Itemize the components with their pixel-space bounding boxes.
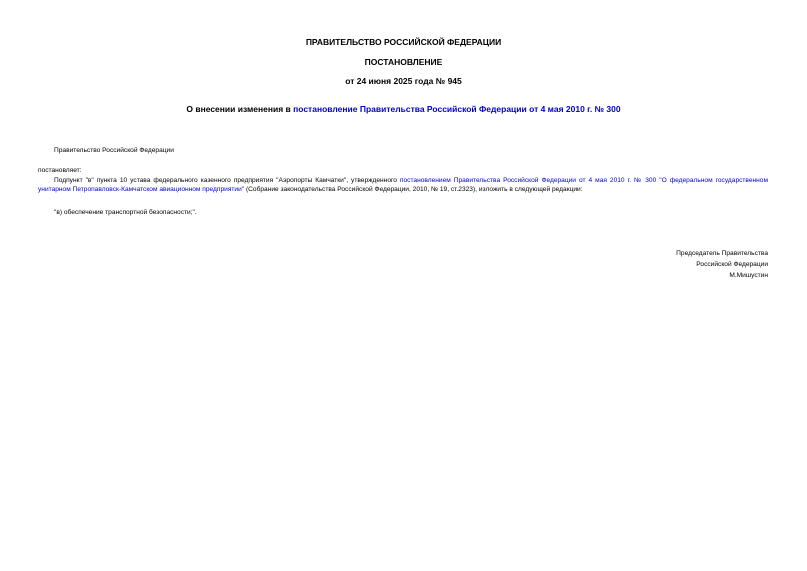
document-type-heading: ПОСТАНОВЛЕНИЕ <box>364 57 443 67</box>
title-prefix: О внесении изменения в <box>186 104 294 114</box>
paragraph-link[interactable]: постановлением Правительства Российской Федерации от 4 мая 2010 г. № 300 "О федеральном государственном унитарном Петропавловск-Камчатском авиационном предприятии" <box>38 177 769 193</box>
amendment-quote: "в) обеспечение транспортной безопасности;". <box>54 209 197 216</box>
decrees-line: постановляет: <box>38 167 82 174</box>
signature-title-line-1: Председатель Правительства <box>676 250 768 257</box>
date-number-heading: от 24 июня 2025 года № 945 <box>345 76 462 86</box>
government-heading: ПРАВИТЕЛЬСТВО РОССИЙСКОЙ ФЕДЕРАЦИИ <box>305 37 502 47</box>
signature-block <box>676 248 768 281</box>
signature-title-line-2: Российской Федерации <box>696 261 768 268</box>
title-link[interactable]: постановление Правительства Российской Федерации от 4 мая 2010 г. № 300 <box>293 104 621 114</box>
document-title <box>0 104 807 114</box>
paragraph-text-1: Подпункт "в" пункта 10 устава федерального казенного предприятия "Аэропорты Камчатки", утвержденного <box>54 177 400 184</box>
signature-name: М.Мишустин <box>729 272 768 279</box>
paragraph-text-2: (Собрание законодательства Российской Федерации, 2010, № 19, ст.2323), изложить в следующей редакции: <box>244 186 583 193</box>
main-paragraph <box>38 176 768 194</box>
government-line: Правительство Российской Федерации <box>54 147 174 154</box>
